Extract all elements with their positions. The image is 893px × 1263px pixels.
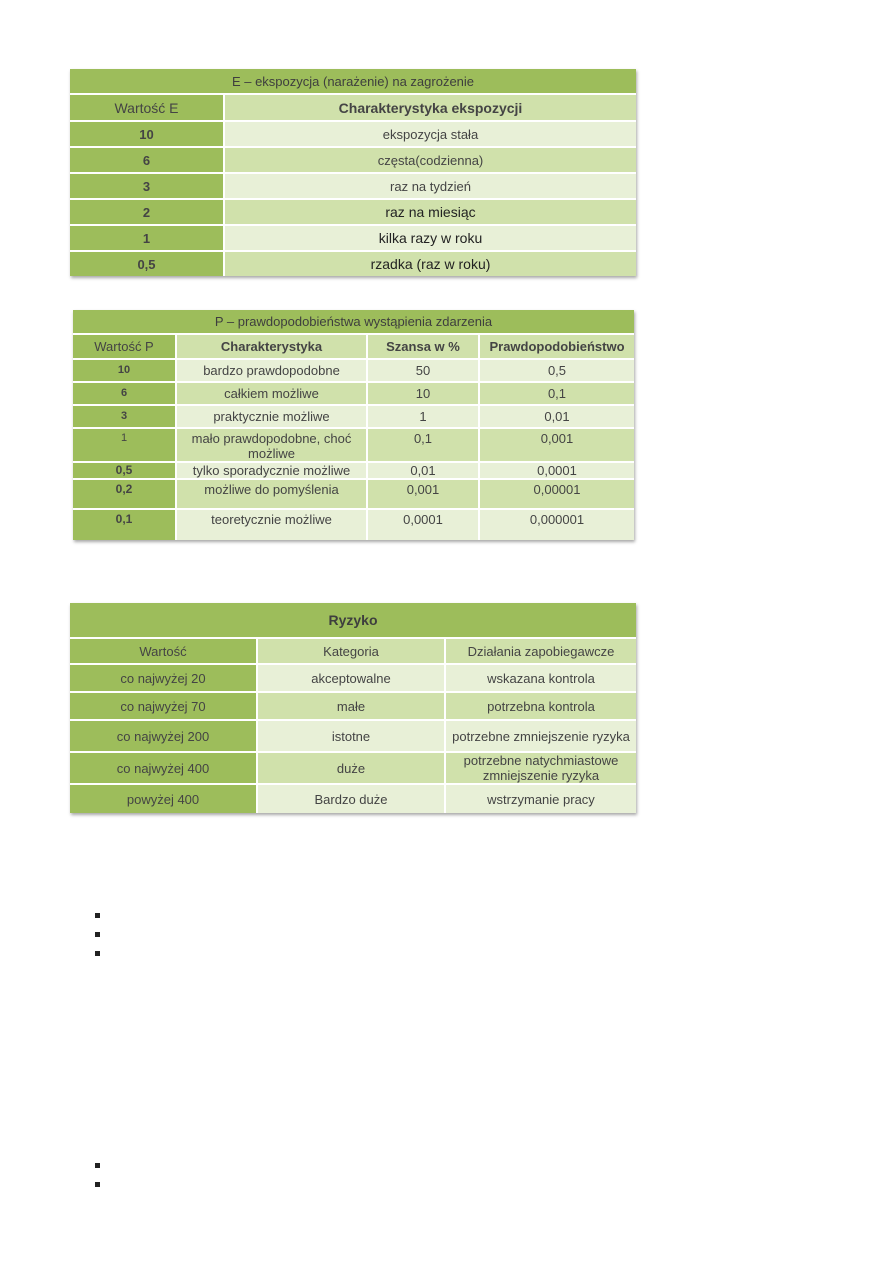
table-row <box>73 463 634 480</box>
table-row <box>73 429 634 463</box>
probability-header-characteristic: Charakterystyka <box>177 335 368 360</box>
risk-table <box>70 603 636 813</box>
probability-chance: 0,001 <box>368 480 480 510</box>
exposure-description: raz na tydzień <box>225 174 636 200</box>
risk-header-value: Wartość <box>70 639 258 665</box>
probability-description: całkiem możliwe <box>177 383 368 406</box>
probability-table <box>73 310 634 540</box>
bullet-marker <box>95 1163 100 1168</box>
probability-probability: 0,000001 <box>480 510 634 540</box>
probability-description: tylko sporadycznie możliwe <box>177 463 368 480</box>
risk-value: co najwyżej 200 <box>70 721 258 753</box>
risk-action: potrzebne zmniejszenie ryzyka <box>446 721 636 753</box>
exposure-table-title: E – ekspozycja (narażenie) na zagrożenie <box>70 69 636 95</box>
risk-header-category: Kategoria <box>258 639 446 665</box>
risk-action: wstrzymanie pracy <box>446 785 636 813</box>
table-row <box>70 200 636 226</box>
probability-probability: 0,5 <box>480 360 634 383</box>
risk-category: duże <box>258 753 446 785</box>
probability-probability: 0,00001 <box>480 480 634 510</box>
probability-description: praktycznie możliwe <box>177 406 368 429</box>
table-row <box>70 148 636 174</box>
exposure-value: 10 <box>70 122 225 148</box>
probability-value: 1 <box>73 429 177 463</box>
exposure-header-characteristic: Charakterystyka ekspozycji <box>225 95 636 122</box>
probability-value: 3 <box>73 406 177 429</box>
risk-value: co najwyżej 400 <box>70 753 258 785</box>
table-row <box>70 122 636 148</box>
exposure-description: ekspozycja stała <box>225 122 636 148</box>
table-row <box>73 406 634 429</box>
probability-value: 6 <box>73 383 177 406</box>
probability-probability: 0,1 <box>480 383 634 406</box>
probability-chance: 0,0001 <box>368 510 480 540</box>
probability-value: 0,2 <box>73 480 177 510</box>
risk-category: Bardzo duże <box>258 785 446 813</box>
probability-description: teoretycznie możliwe <box>177 510 368 540</box>
risk-action: wskazana kontrola <box>446 665 636 693</box>
bullet-marker <box>95 913 100 918</box>
risk-table-title: Ryzyko <box>70 603 636 639</box>
table-row <box>70 693 636 721</box>
risk-value: co najwyżej 70 <box>70 693 258 721</box>
exposure-header-value: Wartość E <box>70 95 225 122</box>
bullet-marker <box>95 1182 100 1187</box>
exposure-description: rzadka (raz w roku) <box>225 252 636 276</box>
risk-category: istotne <box>258 721 446 753</box>
probability-description: mało prawdopodobne, choć możliwe <box>177 429 368 463</box>
probability-probability: 0,001 <box>480 429 634 463</box>
table-row <box>70 721 636 753</box>
risk-category: akceptowalne <box>258 665 446 693</box>
table-row <box>73 383 634 406</box>
risk-header-actions: Działania zapobiegawcze <box>446 639 636 665</box>
probability-description: możliwe do pomyślenia <box>177 480 368 510</box>
risk-category: małe <box>258 693 446 721</box>
exposure-description: raz na miesiąc <box>225 200 636 226</box>
probability-header-probability: Prawdopodobieństwo <box>480 335 634 360</box>
probability-header-value: Wartość P <box>73 335 177 360</box>
probability-chance: 50 <box>368 360 480 383</box>
exposure-description: kilka razy w roku <box>225 226 636 252</box>
table-row <box>70 753 636 785</box>
table-row <box>70 226 636 252</box>
probability-value: 10 <box>73 360 177 383</box>
table-row <box>70 785 636 813</box>
table-row <box>73 510 634 540</box>
exposure-value: 1 <box>70 226 225 252</box>
table-row <box>73 480 634 510</box>
probability-chance: 10 <box>368 383 480 406</box>
exposure-value: 0,5 <box>70 252 225 276</box>
exposure-description: częsta(codzienna) <box>225 148 636 174</box>
table-row <box>70 665 636 693</box>
probability-table-title: P – prawdopodobieństwa wystąpienia zdarzenia <box>73 310 634 335</box>
probability-chance: 0,1 <box>368 429 480 463</box>
probability-chance: 0,01 <box>368 463 480 480</box>
exposure-table <box>70 69 636 276</box>
bullet-marker <box>95 932 100 937</box>
risk-action: potrzebne natychmiastowe zmniejszenie ryzyka <box>446 753 636 785</box>
exposure-value: 2 <box>70 200 225 226</box>
table-row <box>70 174 636 200</box>
probability-value: 0,5 <box>73 463 177 480</box>
risk-value: co najwyżej 20 <box>70 665 258 693</box>
probability-header-chance: Szansa w % <box>368 335 480 360</box>
exposure-value: 6 <box>70 148 225 174</box>
bullet-marker <box>95 951 100 956</box>
exposure-value: 3 <box>70 174 225 200</box>
risk-value: powyżej 400 <box>70 785 258 813</box>
table-row <box>73 360 634 383</box>
probability-value: 0,1 <box>73 510 177 540</box>
probability-chance: 1 <box>368 406 480 429</box>
probability-description: bardzo prawdopodobne <box>177 360 368 383</box>
probability-probability: 0,0001 <box>480 463 634 480</box>
table-row <box>70 252 636 276</box>
probability-probability: 0,01 <box>480 406 634 429</box>
risk-action: potrzebna kontrola <box>446 693 636 721</box>
